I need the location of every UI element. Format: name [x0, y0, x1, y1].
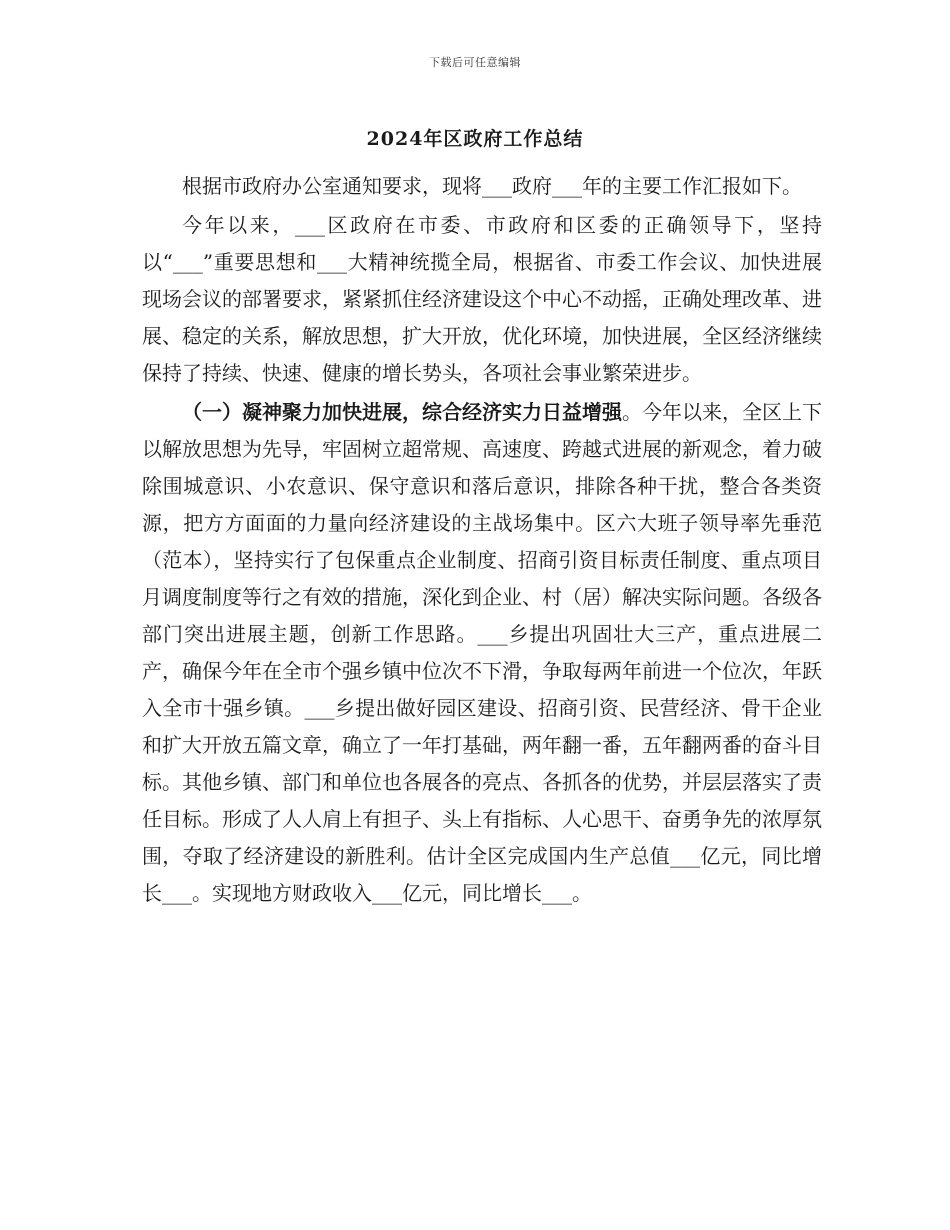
paragraph-intro: 根据市政府办公室通知要求，现将___政府___年的主要工作汇报如下。 [182, 174, 802, 198]
document-body [142, 168, 822, 914]
paragraph-overview: 今年以来，___区政府在市委、市政府和区委的正确领导下，坚持以“___”重要思想和___大精神统揽全局，根据省、市委工作会议、加快进展现场会议的部署要求，紧紧抓住经济建设这个中心不动摇，正确处理改革、进展、稳定的关系，解放思想，扩大开放，优化环境，加快进展，全区经济继续保持了持续、快速、健康的增长势头，各项社会事业繁荣进步。 [142, 213, 822, 385]
header-note: 下载后可任意编辑 [429, 56, 521, 69]
section-1-heading: （一）凝神聚力加快进展，综合经济实力日益增强 [182, 400, 622, 424]
page-title: 2024年区政府工作总结 [366, 128, 584, 150]
paragraph-section-1 [142, 394, 822, 912]
section-1-body: 。今年以来，全区上下以解放思想为先导，牢固树立超常规、高速度、跨越式进展的新观念，着力破除围城意识、小农意识、保守意识和落后意识，排除各种干扰，整合各类资源，把方方面面的力量向经济建设的主战场集中。区六大班子领导率先垂范（范本），坚持实行了包保重点企业制度、招商引资目标责任制度、重点项目月调度制度等行之有效的措施，深化到企业、村（居）解决实际问题。各级各部门突出进展主题，创新工作思路。___乡提出巩固壮大三产，重点进展二产，确保今年在全市个强乡镇中位次不下滑，争取每两年前进一个位次，年跃入全市十强乡镇。___乡提出做好园区建设、招商引资、民营经济、骨干企业和扩大开放五篇文章，确立了一年打基础，两年翻一番，五年翻两番的奋斗目标。其他乡镇、部门和单位也各展各的亮点、各抓各的优势，并层层落实了责任目标。形成了人人肩上有担子、头上有指标、人心思干、奋勇争先的浓厚氛围，夺取了经济建设的新胜利。估计全区完成国内生产总值___亿元，同比增长___。实现地方财政收入___亿元，同比增长___。 [142, 400, 822, 905]
